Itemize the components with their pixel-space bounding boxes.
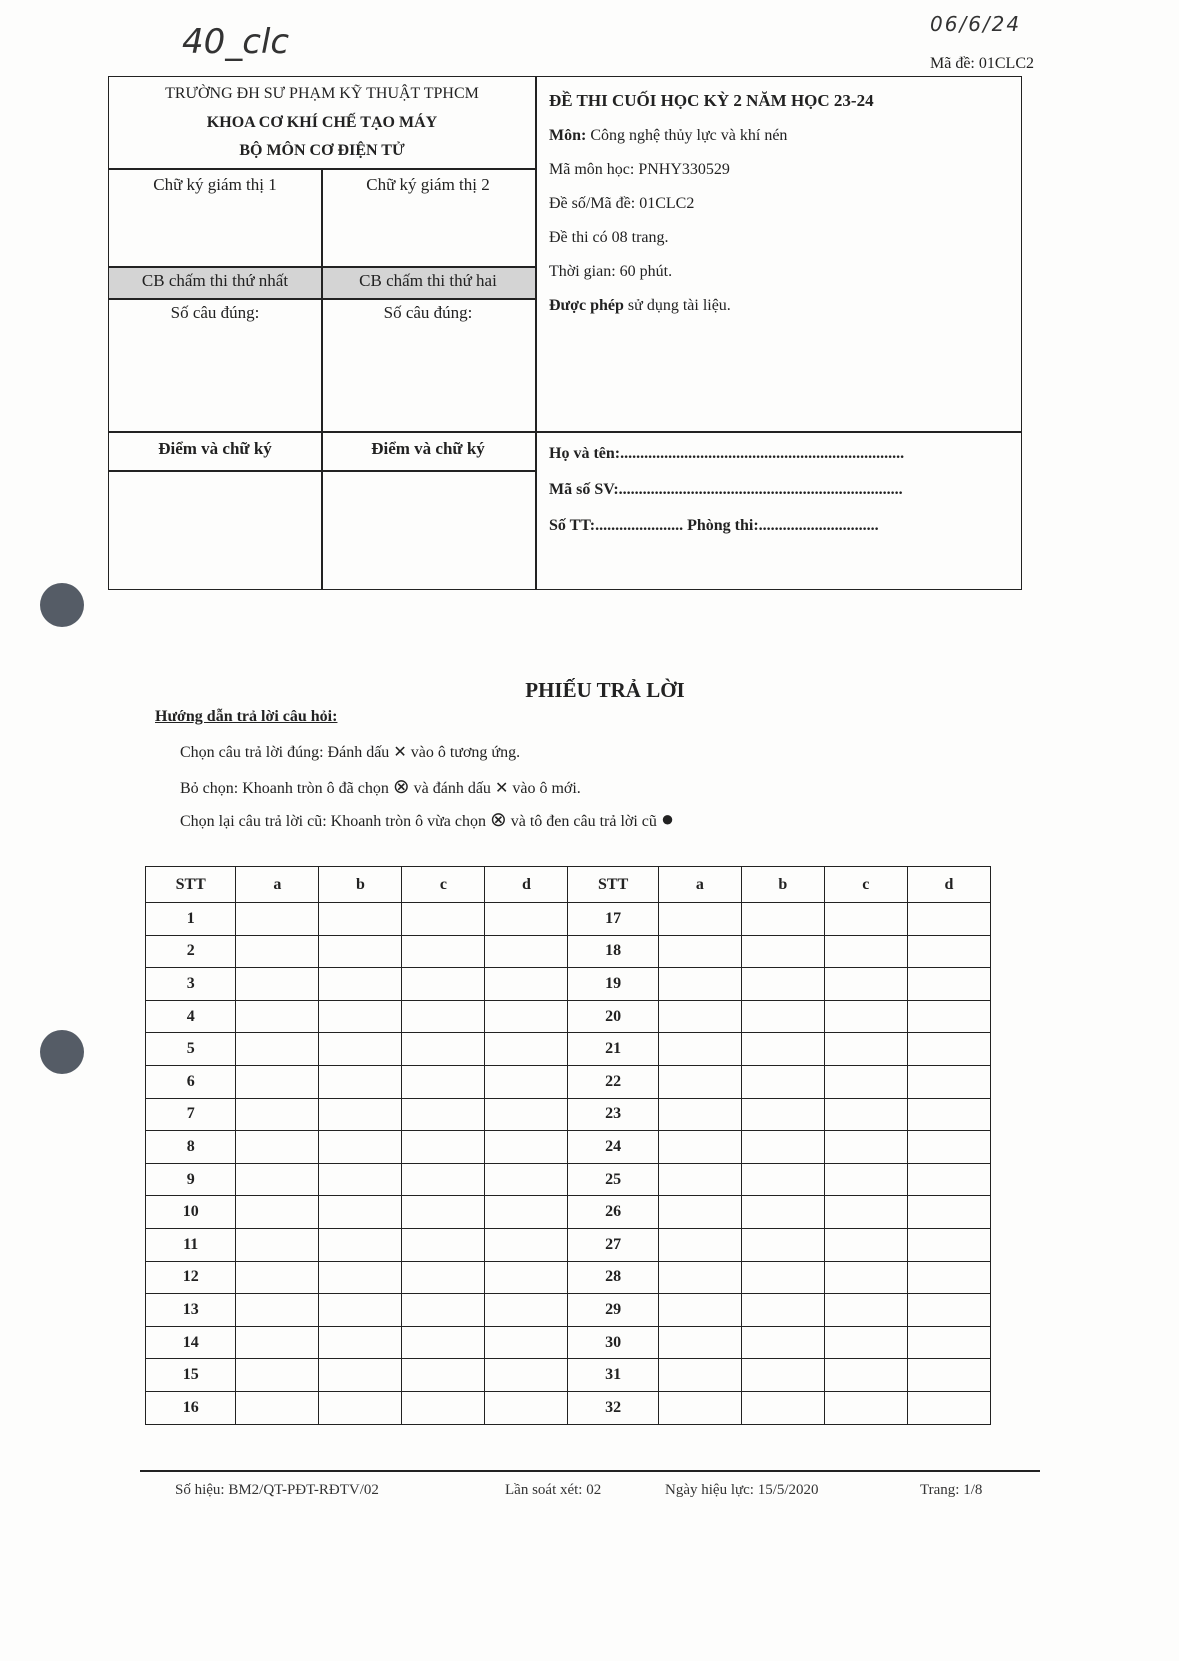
answer-cell-a[interactable] (236, 1196, 319, 1229)
answer-cell-d[interactable] (907, 1163, 990, 1196)
answer-cell-b[interactable] (741, 1065, 824, 1098)
answer-cell-d[interactable] (485, 968, 568, 1001)
question-number: 31 (568, 1359, 658, 1392)
binder-hole-mark (40, 583, 84, 627)
grader1-label: CB chấm thi thứ nhất (141, 271, 289, 290)
answer-cell-c[interactable] (402, 903, 485, 936)
answer-cell-c[interactable] (402, 1000, 485, 1033)
answer-cell-a[interactable] (658, 1000, 741, 1033)
proctor2-signature-label: Chữ ký giám thị 2 (366, 175, 490, 194)
answer-cell-c[interactable] (824, 1000, 907, 1033)
answer-cell-a[interactable] (236, 1163, 319, 1196)
column-header-stt: STT (146, 867, 236, 903)
answer-cell-b[interactable] (741, 1033, 824, 1066)
answer-cell-d[interactable] (485, 903, 568, 936)
answer-cell-c[interactable] (824, 1359, 907, 1392)
answer-cell-a[interactable] (236, 1033, 319, 1066)
answer-cell-c[interactable] (402, 1294, 485, 1327)
answer-cell-b[interactable] (319, 1065, 402, 1098)
answer-cell-d[interactable] (485, 1294, 568, 1327)
filled-circle-icon: ● (660, 806, 675, 831)
question-number: 22 (568, 1065, 658, 1098)
answer-cell-d[interactable] (485, 1098, 568, 1131)
question-number: 25 (568, 1163, 658, 1196)
answer-cell-b[interactable] (319, 1261, 402, 1294)
answer-cell-d[interactable] (485, 1065, 568, 1098)
answer-cell-a[interactable] (658, 903, 741, 936)
answer-cell-b[interactable] (319, 1359, 402, 1392)
answer-cell-d[interactable] (907, 1294, 990, 1327)
answer-cell-d[interactable] (485, 1033, 568, 1066)
answer-cell-c[interactable] (402, 968, 485, 1001)
answer-cell-b[interactable] (319, 1163, 402, 1196)
question-number: 20 (568, 1000, 658, 1033)
correct-count1-label: Số câu đúng: (170, 303, 260, 322)
answer-cell-b[interactable] (741, 1359, 824, 1392)
grader2-label: CB chấm thi thứ hai (359, 271, 497, 290)
question-number: 11 (146, 1228, 236, 1261)
answer-cell-a[interactable] (658, 1065, 741, 1098)
answer-cell-b[interactable] (741, 1391, 824, 1424)
answer-cell-a[interactable] (658, 935, 741, 968)
score-sign2-label: Điểm và chữ ký (371, 439, 485, 458)
question-number: 15 (146, 1359, 236, 1392)
column-header-b: b (741, 867, 824, 903)
answer-cell-d[interactable] (907, 1196, 990, 1229)
exam-room-field[interactable]: Phòng thi:.............................. (687, 517, 879, 534)
answer-cell-c[interactable] (824, 1261, 907, 1294)
x-mark-icon: ✕ (393, 744, 407, 761)
answer-cell-c[interactable] (824, 1033, 907, 1066)
instruction-2: Bỏ chọn: Khoanh tròn ô đã chọn ⊗ và đánh dấu ✕ vào ô mới. (180, 776, 581, 798)
answer-cell-c[interactable] (402, 1131, 485, 1164)
question-number: 9 (146, 1163, 236, 1196)
answer-cell-d[interactable] (907, 903, 990, 936)
column-header-a: a (658, 867, 741, 903)
answer-cell-b[interactable] (319, 1228, 402, 1261)
answer-sheet-title: PHIẾU TRẢ LỜI (525, 678, 685, 702)
question-number: 27 (568, 1228, 658, 1261)
instructions-heading: Hướng dẫn trả lời câu hỏi: (155, 708, 338, 725)
answer-cell-d[interactable] (907, 1033, 990, 1066)
question-number: 12 (146, 1261, 236, 1294)
answer-cell-b[interactable] (741, 1131, 824, 1164)
question-number: 28 (568, 1261, 658, 1294)
answer-row (146, 1131, 991, 1164)
answer-cell-a[interactable] (236, 1000, 319, 1033)
question-number: 23 (568, 1098, 658, 1131)
answer-cell-c[interactable] (824, 1196, 907, 1229)
answer-cell-b[interactable] (319, 1196, 402, 1229)
answer-cell-a[interactable] (658, 968, 741, 1001)
answer-cell-a[interactable] (236, 1294, 319, 1327)
circled-x-icon: ⊗ (489, 809, 507, 831)
answer-cell-d[interactable] (907, 1391, 990, 1424)
question-number: 13 (146, 1294, 236, 1327)
column-header-d: d (907, 867, 990, 903)
answer-cell-b[interactable] (319, 1391, 402, 1424)
question-number: 2 (146, 935, 236, 968)
answer-cell-c[interactable] (402, 1359, 485, 1392)
answer-cell-a[interactable] (236, 1261, 319, 1294)
answer-cell-d[interactable] (485, 1359, 568, 1392)
question-number: 18 (568, 935, 658, 968)
answer-cell-c[interactable] (824, 903, 907, 936)
binder-hole-mark (40, 1030, 84, 1074)
answer-cell-d[interactable] (907, 1359, 990, 1392)
answer-cell-b[interactable] (319, 1000, 402, 1033)
circled-x-icon: ⊗ (392, 776, 410, 798)
answer-row (146, 1326, 991, 1359)
answer-cell-a[interactable] (236, 1359, 319, 1392)
question-number: 1 (146, 903, 236, 936)
answer-grid (145, 866, 991, 1425)
answer-cell-a[interactable] (658, 1359, 741, 1392)
answer-row (146, 1033, 991, 1066)
answer-cell-a[interactable] (658, 1163, 741, 1196)
answer-cell-c[interactable] (824, 935, 907, 968)
answer-row (146, 1294, 991, 1327)
answer-cell-d[interactable] (907, 1131, 990, 1164)
x-mark-icon: ✕ (494, 780, 509, 797)
answer-cell-a[interactable] (658, 1261, 741, 1294)
answer-cell-a[interactable] (236, 1326, 319, 1359)
subject: Môn: Công nghệ thủy lực và khí nén (549, 127, 788, 144)
question-number: 5 (146, 1033, 236, 1066)
answer-cell-c[interactable] (824, 1065, 907, 1098)
answer-cell-c[interactable] (402, 1326, 485, 1359)
answer-row (146, 903, 991, 936)
answer-cell-b[interactable] (741, 1294, 824, 1327)
answer-cell-c[interactable] (402, 1065, 485, 1098)
exam-header-table (108, 76, 1022, 590)
answer-cell-b[interactable] (319, 1294, 402, 1327)
answer-cell-a[interactable] (236, 1098, 319, 1131)
answer-row (146, 1359, 991, 1392)
answer-row (146, 1098, 991, 1131)
answer-row (146, 1065, 991, 1098)
score-sign1-label: Điểm và chữ ký (158, 439, 272, 458)
column-header-b: b (319, 867, 402, 903)
faculty-name: KHOA CƠ KHÍ CHẾ TẠO MÁY (206, 114, 438, 131)
materials-policy: Được phép sử dụng tài liệu. (549, 297, 731, 314)
exam-code-top: Mã đề: 01CLC2 (930, 55, 1034, 72)
answer-cell-b[interactable] (319, 1131, 402, 1164)
correct-count2-label: Số câu đúng: (383, 303, 473, 322)
answer-cell-c[interactable] (402, 1228, 485, 1261)
course-code: Mã môn học: PNHY330529 (549, 161, 730, 178)
column-header-c: c (402, 867, 485, 903)
question-number: 8 (146, 1131, 236, 1164)
answer-cell-c[interactable] (402, 1033, 485, 1066)
school-name: TRƯỜNG ĐH SƯ PHẠM KỸ THUẬT TPHCM (165, 85, 479, 102)
page-count: Đề thi có 08 trang. (549, 229, 669, 246)
answer-cell-c[interactable] (824, 1131, 907, 1164)
answer-cell-b[interactable] (741, 935, 824, 968)
answer-cell-b[interactable] (741, 1196, 824, 1229)
answer-cell-d[interactable] (485, 1391, 568, 1424)
answer-cell-d[interactable] (907, 1098, 990, 1131)
instruction-3: Chọn lại câu trả lời cũ: Khoanh tròn ô vừa chọn ⊗ và tô đen câu trả lời cũ ● (180, 806, 675, 831)
answer-row (146, 1196, 991, 1229)
answer-cell-c[interactable] (402, 1098, 485, 1131)
answer-cell-b[interactable] (741, 1163, 824, 1196)
answer-cell-c[interactable] (402, 1196, 485, 1229)
answer-row (146, 1000, 991, 1033)
answer-cell-d[interactable] (907, 1261, 990, 1294)
question-number: 10 (146, 1196, 236, 1229)
question-number: 32 (568, 1391, 658, 1424)
question-number: 6 (146, 1065, 236, 1098)
question-number: 21 (568, 1033, 658, 1066)
answer-cell-d[interactable] (485, 935, 568, 968)
answer-cell-a[interactable] (236, 968, 319, 1001)
answer-cell-c[interactable] (824, 1294, 907, 1327)
answer-cell-d[interactable] (907, 935, 990, 968)
answer-row (146, 1163, 991, 1196)
answer-cell-d[interactable] (485, 1000, 568, 1033)
column-header-d: d (485, 867, 568, 903)
answer-cell-d[interactable] (907, 1000, 990, 1033)
department-name: BỘ MÔN CƠ ĐIỆN TỬ (239, 142, 405, 159)
answer-row (146, 1261, 991, 1294)
column-header-a: a (236, 867, 319, 903)
answer-cell-b[interactable] (319, 903, 402, 936)
answer-cell-b[interactable] (741, 1326, 824, 1359)
answer-cell-c[interactable] (402, 1261, 485, 1294)
answer-cell-a[interactable] (236, 1131, 319, 1164)
answer-cell-a[interactable] (658, 1033, 741, 1066)
answer-cell-b[interactable] (319, 935, 402, 968)
question-number: 7 (146, 1098, 236, 1131)
answer-cell-a[interactable] (658, 1326, 741, 1359)
answer-cell-a[interactable] (658, 1391, 741, 1424)
answer-cell-b[interactable] (741, 968, 824, 1001)
answer-cell-c[interactable] (824, 1391, 907, 1424)
answer-cell-a[interactable] (236, 935, 319, 968)
answer-cell-b[interactable] (741, 903, 824, 936)
answer-cell-d[interactable] (485, 1163, 568, 1196)
answer-cell-b[interactable] (741, 1098, 824, 1131)
answer-cell-d[interactable] (485, 1261, 568, 1294)
question-number: 3 (146, 968, 236, 1001)
answer-cell-a[interactable] (658, 1228, 741, 1261)
instruction-1: Chọn câu trả lời đúng: Đánh dấu ✕ vào ô tương ứng. (180, 744, 521, 761)
question-number: 30 (568, 1326, 658, 1359)
order-room-field (549, 517, 1009, 535)
question-number: 16 (146, 1391, 236, 1424)
answer-cell-c[interactable] (824, 1228, 907, 1261)
question-number: 14 (146, 1326, 236, 1359)
answer-cell-a[interactable] (658, 1098, 741, 1131)
answer-cell-c[interactable] (824, 968, 907, 1001)
answer-cell-b[interactable] (741, 1261, 824, 1294)
answer-row (146, 935, 991, 968)
column-header-stt: STT (568, 867, 658, 903)
answer-cell-b[interactable] (319, 1098, 402, 1131)
answer-cell-b[interactable] (319, 1033, 402, 1066)
handwritten-date: 06/6/24 (930, 12, 1022, 36)
question-number: 26 (568, 1196, 658, 1229)
answer-row (146, 1228, 991, 1261)
question-number: 29 (568, 1294, 658, 1327)
answer-cell-c[interactable] (402, 1163, 485, 1196)
answer-cell-d[interactable] (907, 1228, 990, 1261)
answer-cell-b[interactable] (741, 1000, 824, 1033)
question-number: 17 (568, 903, 658, 936)
form-code: Số hiệu: BM2/QT-PĐT-RĐTV/02 (175, 1482, 379, 1498)
answer-cell-b[interactable] (319, 968, 402, 1001)
answer-cell-b[interactable] (319, 1326, 402, 1359)
answer-cell-d[interactable] (485, 1326, 568, 1359)
revision: Lần soát xét: 02 (505, 1482, 602, 1498)
effective-date: Ngày hiệu lực: 15/5/2020 (665, 1482, 819, 1498)
answer-cell-c[interactable] (402, 1391, 485, 1424)
answer-cell-a[interactable] (236, 1391, 319, 1424)
answer-cell-c[interactable] (824, 1326, 907, 1359)
proctor1-signature-label: Chữ ký giám thị 1 (153, 175, 277, 194)
answer-cell-d[interactable] (907, 968, 990, 1001)
answer-cell-c[interactable] (824, 1163, 907, 1196)
order-number-field[interactable]: Số TT:...................... (549, 517, 684, 534)
answer-cell-a[interactable] (236, 903, 319, 936)
handwritten-class-note: 40_clc (182, 22, 290, 62)
answer-cell-a[interactable] (658, 1196, 741, 1229)
exam-number: Đề số/Mã đề: 01CLC2 (549, 195, 695, 212)
answer-cell-a[interactable] (236, 1065, 319, 1098)
answer-cell-d[interactable] (485, 1131, 568, 1164)
exam-title: ĐỀ THI CUỐI HỌC KỲ 2 NĂM HỌC 23-24 (549, 91, 874, 110)
answer-cell-d[interactable] (485, 1228, 568, 1261)
question-number: 4 (146, 1000, 236, 1033)
question-number: 24 (568, 1131, 658, 1164)
student-id-field[interactable]: Mã số SV:....................................................................... (549, 481, 903, 498)
answer-row (146, 1391, 991, 1424)
answer-row (146, 968, 991, 1001)
answer-cell-d[interactable] (907, 1326, 990, 1359)
duration: Thời gian: 60 phút. (549, 263, 673, 280)
column-header-c: c (824, 867, 907, 903)
answer-cell-a[interactable] (658, 1131, 741, 1164)
answer-cell-b[interactable] (741, 1228, 824, 1261)
question-number: 19 (568, 968, 658, 1001)
student-name-field[interactable]: Họ và tên:....................................................................... (549, 445, 905, 462)
answer-cell-c[interactable] (824, 1098, 907, 1131)
answer-cell-d[interactable] (485, 1196, 568, 1229)
answer-cell-d[interactable] (907, 1065, 990, 1098)
answer-cell-a[interactable] (236, 1228, 319, 1261)
answer-cell-c[interactable] (402, 935, 485, 968)
answer-cell-a[interactable] (658, 1294, 741, 1327)
page-number: Trang: 1/8 (920, 1482, 983, 1498)
